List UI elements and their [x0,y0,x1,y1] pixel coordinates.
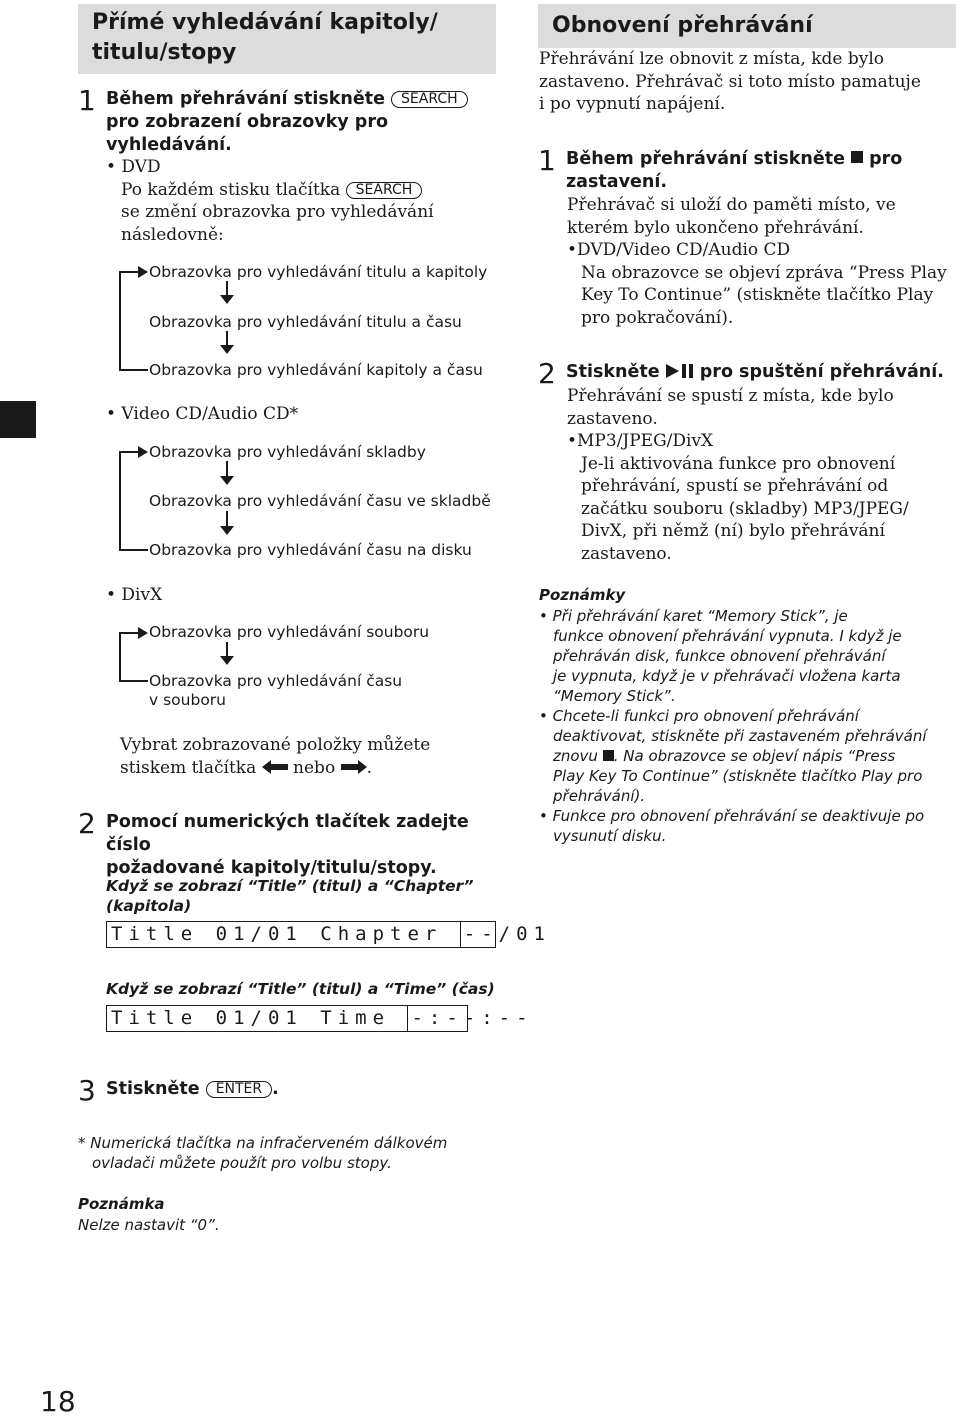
step-1-line2: pro zobrazení obrazovky pro [106,112,388,132]
right-step-2-text [566,361,944,384]
lcd-display-time [106,1005,534,1032]
step-number: 2 [78,807,96,840]
right-step-1-line1b: pro [869,149,903,169]
divx-flow-2: Obrazovka pro vyhledávání času [149,672,403,690]
left-arrow-icon [262,760,288,774]
right-heading-text: Obnovení přehrávání [552,13,813,38]
note-line: deaktivovat, stiskněte při zastaveném přehrávání [553,727,927,745]
note-line: . Na obrazovce se objeví nápis “Press [613,747,896,765]
intro-line: Přehrávání lze obnovit z místa, kde bylo [539,49,885,69]
note-line: • Funkce pro obnovení přehrávání se deaktivuje po [539,807,925,825]
sub-line: DivX, při němž (ní) bylo přehrávání [581,521,885,541]
note-line: funkce obnovení přehrávání vypnuta. I když je [553,627,902,645]
dvd-flow-1: Obrazovka pro vyhledávání titulu a kapitoly [149,263,488,281]
note-item [539,806,959,846]
dvd-flow-2: Obrazovka pro vyhledávání titulu a času [149,313,462,331]
step-2-line2: požadované kapitoly/titulu/stopy. [106,858,437,878]
note-line: • Při přehrávání karet “Memory Stick”, je [539,607,848,625]
note-line: vysunutí disku. [553,827,667,845]
footnote-line2: ovladači můžete použít pro volbu stopy. [92,1154,392,1172]
lcd1-main: Title 01/01 Chapter [111,923,443,945]
body-line: zastaveno. [567,408,658,429]
divx-flow-1: Obrazovka pro vyhledávání souboru [149,623,430,641]
arrow-head [138,627,148,639]
arrow-head [220,345,234,354]
vcd-flow-3: Obrazovka pro vyhledávání času na disku [149,541,472,559]
sub-line: zastaveno. [581,543,672,564]
note-line: přehrávání). [553,787,646,805]
divx-bullet: • DivX [106,585,163,605]
right-step-1-body [567,194,959,329]
select-line2a: stiskem tlačítka [120,757,257,778]
arrow-head [220,476,234,485]
divx-flow-2b: v souboru [149,691,227,709]
note-line: Play Key To Continue” (stiskněte tlačítko Play pro [553,767,923,785]
select-text: Vybrat zobrazované položky můžete stiskem tlačítka nebo . [120,734,500,779]
right-step-1-line1a: Během přehrávání stiskněte [566,149,845,169]
stop-icon [851,151,863,163]
note-body: Nelze nastavit “0”. [78,1216,220,1234]
vcd-flow-1: Obrazovka pro vyhledávání skladby [149,443,426,461]
page-number: 18 [40,1385,76,1418]
lcd1-caption-line2: (kapitola) [106,897,192,915]
search-button-glyph: SEARCH [346,182,423,199]
vcd-bullet: • Video CD/Audio CD* [106,404,299,424]
divx-loop-line [120,633,148,681]
step-1-line1: Během přehrávání stiskněte [106,89,385,109]
note-line: “Memory Stick”. [553,687,676,705]
right-step-1-line2: zastavení. [566,172,667,192]
lcd1-cell: --/01 [460,922,551,947]
dvd-line3: následovně: [121,224,224,245]
dvd-loop-line [120,272,148,370]
bullet-dvd-vcd: •DVD/Video CD/Audio CD [567,240,791,260]
note-title: Poznámka [78,1195,165,1213]
play-pause-icon [666,364,694,378]
lcd2-main: Title 01/01 Time [111,1007,391,1029]
sub-line: začátku souboru (skladby) MP3/JPEG/ [581,498,909,519]
step-3-tail: . [272,1079,279,1099]
sub-line: přehrávání, spustí se přehrávání od [581,476,889,496]
bullet-mp3: •MP3/JPEG/DivX [567,431,714,451]
dvd-line1: Po každém stisku tlačítka [121,179,341,200]
right-heading [538,4,956,48]
note-line: je vypnuta, když je v přehrávači vložena karta [553,667,901,685]
body-line: kterém bylo ukončeno přehrávání. [567,217,864,238]
right-step-2-line1b: pro spuštění přehrávání. [699,362,944,382]
note-item [539,706,959,806]
lcd2-cell: -:--:-- [407,1006,533,1031]
arrow-head [220,526,234,535]
sub-line: Je-li aktivována funkce pro obnovení [581,453,896,474]
step-1-line3: vyhledávání. [106,135,232,155]
body-line: Přehrávač si uloží do paměti místo, ve [567,195,896,215]
note-line: znovu [553,747,598,765]
arrow-head [138,266,148,278]
note-line: • Chcete-li funkci pro obnovení přehrávání [539,707,859,725]
right-step-2-line1a: Stiskněte [566,362,660,382]
select-line2b: nebo [293,757,336,778]
vcd-flow-2: Obrazovka pro vyhledávání času ve skladbě [149,492,491,510]
left-heading-line1: Přímé vyhledávání kapitoly/ [92,10,438,35]
step-number: 1 [538,144,556,177]
lcd1-caption-line1: Když se zobrazí “Title” (titul) a “Chapter” [106,877,474,895]
enter-button-glyph: ENTER [206,1081,272,1098]
left-heading-line2: titulu/stopy [92,40,237,65]
dvd-line2: se změní obrazovka pro vyhledávání [121,202,434,222]
vcd-loop-line [120,452,148,550]
right-step-1-text [566,148,902,194]
right-arrow-icon [341,760,367,774]
dvd-flow-3: Obrazovka pro vyhledávání kapitoly a času [149,361,483,379]
notes-list [539,606,959,846]
footnote [78,1133,498,1173]
stop-icon [603,750,614,761]
step-3-text [106,1078,279,1101]
sub-line: pro pokračování). [581,307,734,328]
step-3-label: Stiskněte [106,1079,200,1099]
step-2-line1: Pomocí numerických tlačítek zadejte číslo [106,812,469,855]
arrow-head [220,656,234,665]
search-button-glyph: SEARCH [391,91,468,108]
step-number: 2 [538,357,556,390]
step-2-text [106,811,498,880]
step-number: 1 [78,84,96,117]
step-number: 3 [78,1074,96,1107]
note-line: přehráván disk, funkce obnovení přehrávání [553,647,886,665]
arrow-head [138,446,148,458]
sub-line: Na obrazovce se objeví zpráva “Press Play [581,262,947,283]
right-step-2-body [567,385,959,565]
note-item [539,606,959,706]
dvd-bullet: • DVD [106,157,161,177]
lcd-display-chapter [106,921,551,948]
right-intro [539,48,959,116]
select-line1: Vybrat zobrazované položky můžete [120,735,431,755]
lcd2-caption: Když se zobrazí “Title” (titul) a “Time” (čas) [106,980,495,998]
sub-line: Key To Continue” (stiskněte tlačítko Play [581,285,934,305]
footnote-line1: * Numerická tlačítka na infračerveném dálkovém [78,1134,448,1152]
lcd1-caption [106,876,474,916]
intro-line: i po vypnutí napájení. [539,94,726,114]
intro-line: zastaveno. Přehrávač si toto místo pamatuje [539,71,921,92]
arrow-head [220,295,234,304]
body-line: Přehrávání se spustí z místa, kde bylo [567,386,894,406]
notes-title: Poznámky [539,586,626,604]
